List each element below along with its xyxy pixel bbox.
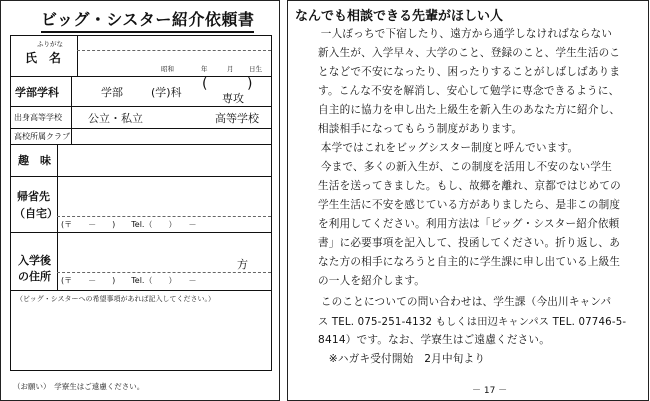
article-line: 相談相手になってもらう制度があります。: [318, 123, 523, 135]
address-label-2: の住所: [18, 270, 51, 283]
article-line: となどで不安になったり、困ったりすることがしばしばありま: [318, 66, 621, 78]
request-field[interactable]: [15, 308, 267, 368]
club-label: 高校所属クラブ: [14, 132, 70, 141]
article-line: 自主的に協力を申し出た上級生を新入生のあなた方に紹介し、: [318, 104, 621, 116]
form-page: [0, 0, 280, 401]
school-suffix: 高等学校: [215, 112, 259, 125]
dept-faculty: 学部: [101, 86, 123, 99]
name-ruby: ふりがな: [37, 40, 63, 48]
article-line: ※ハガキ受付開始 2月中旬より: [318, 353, 486, 365]
dept-paren-close: ): [247, 76, 253, 92]
article-line: 書」に必要事項を記入して、投函してください。折り返し、あ: [318, 237, 621, 249]
application-form: [10, 35, 272, 371]
article-line: 新入生が、入学早々、大学のこと、登録のこと、学生生活のこ: [318, 47, 621, 59]
address-postal-tel: (〒 － ) Tel.（ ） －: [61, 276, 197, 285]
date-label-day: 日生: [249, 65, 262, 73]
dept-major: 専攻: [222, 92, 244, 105]
article-line: このことについての問い合わせは、学生課（今出川キャンパ: [310, 296, 612, 308]
article-line: 生活を送ってきました。もし、故郷を離れ、京都ではじめての: [318, 180, 621, 192]
dept-course: (学)科: [151, 86, 182, 99]
article-line: 学生生活に不安を感じている方がありましたら、是非この制度: [318, 199, 621, 211]
article-line: 今まで、多くの新入生が、この制度を活用し不安のない学生: [310, 161, 613, 173]
article-line: す。こんな不安を解消し、安心して勉学に専念できるように、: [318, 85, 620, 97]
address-label: 入学後: [18, 254, 51, 267]
school-label: 出身高等学校: [14, 113, 62, 122]
article-line: 一人ぼっちで下宿したり、遠方から通学しなければならない: [310, 28, 613, 40]
article-line: なた方の相手になろうと自主的に学生課に申し出ている上級生: [318, 256, 621, 268]
school-type: 公立・私立: [88, 112, 143, 125]
address-suffix: 方: [237, 258, 248, 271]
article-page: [287, 0, 649, 401]
home-postal-tel: (〒 － ) Tel.（ ） －: [61, 220, 197, 229]
name-label: 氏 名: [25, 51, 62, 65]
home-label: 帰省先: [17, 190, 50, 203]
article-title: なんでも相談できる先輩がほしい人: [295, 9, 504, 24]
name-field[interactable]: [79, 52, 269, 74]
article-line: の一人を紹介します。: [318, 275, 426, 287]
hobby-label: 趣 味: [18, 154, 51, 167]
form-note: （お願い） 学寮生はご遠慮ください。: [13, 382, 145, 391]
request-label: （ビッグ・シスターへの希望事項があれば記入してください。）: [16, 295, 216, 303]
article-line: 8414）です。なお、学寮生はご遠慮ください。: [318, 334, 550, 346]
date-label-month: 月: [227, 65, 234, 73]
article-line: を利用してください。利用方法は「ビッグ・シスター紹介依頼: [318, 218, 620, 230]
form-title: ビッグ・シスター紹介依頼書: [41, 7, 254, 33]
date-label-year: 年: [201, 65, 208, 73]
date-label-showa: 昭和: [161, 65, 174, 73]
dept-paren-open: (: [202, 76, 208, 92]
article-line: 本学ではこれをビッグシスター制度と呼んでいます。: [310, 142, 579, 154]
dept-label: 学部学科: [15, 86, 59, 99]
article-line: ス TEL. 075-251-4132 もしくは田辺キャンパス TEL. 07746-5-: [318, 317, 627, 328]
page-number: － 17 －: [472, 386, 508, 396]
home-label-paren: （自宅）: [14, 207, 58, 220]
